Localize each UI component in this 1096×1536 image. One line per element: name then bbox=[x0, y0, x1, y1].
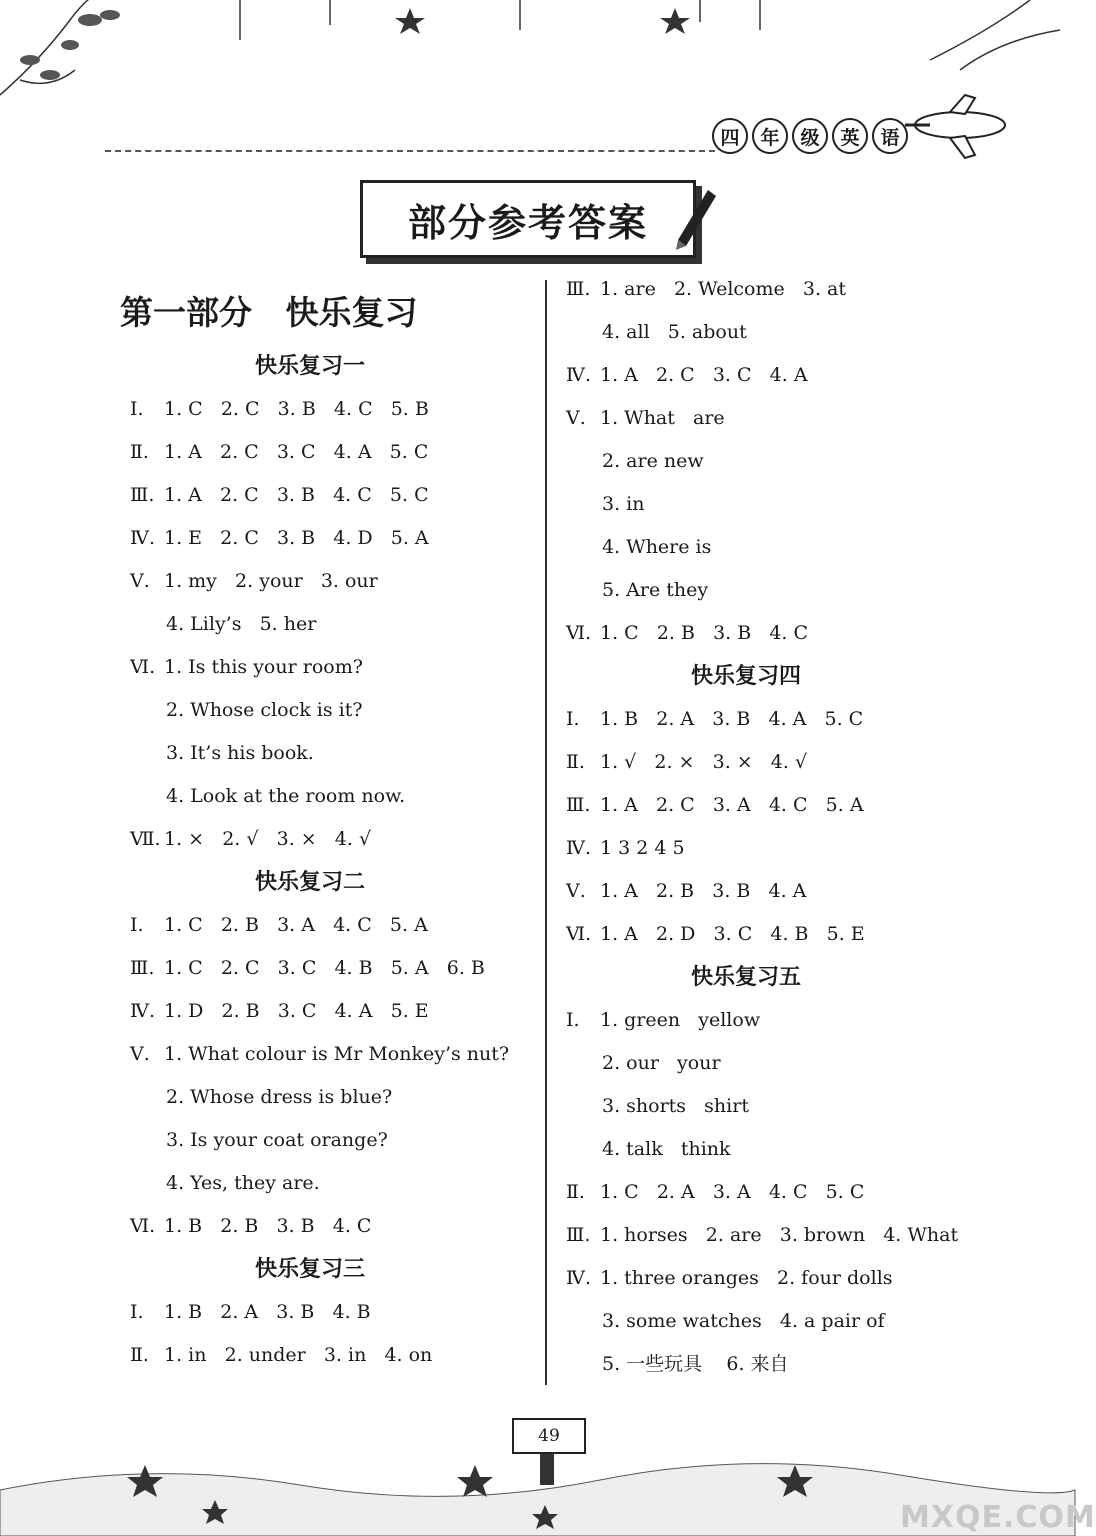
grade-subject-badges bbox=[712, 118, 908, 154]
answer-text: 1. C 2. B 3. A 4. C 5. A bbox=[164, 914, 428, 936]
grade-badge: 语 bbox=[872, 118, 908, 154]
answer-line bbox=[566, 999, 986, 1042]
answer-text: 1. B 2. B 3. B 4. C bbox=[164, 1215, 372, 1237]
left-column bbox=[130, 345, 550, 1377]
answer-line bbox=[130, 431, 550, 474]
question-number: Ⅱ. bbox=[566, 1181, 585, 1203]
answer-line bbox=[130, 947, 550, 990]
answer-line bbox=[566, 311, 986, 354]
answer-line bbox=[566, 1343, 986, 1386]
section-heading: 快乐复习一 bbox=[255, 354, 366, 379]
question-number: Ⅰ. bbox=[566, 1009, 580, 1031]
answer-text: 1. E 2. C 3. B 4. D 5. A bbox=[164, 527, 429, 549]
question-number: Ⅰ. bbox=[130, 914, 144, 936]
answer-text: 1. What colour is Mr Monkey’s nut? bbox=[164, 1043, 510, 1065]
answer-line bbox=[130, 689, 550, 732]
grade-badge: 年 bbox=[752, 118, 788, 154]
answer-line bbox=[130, 775, 550, 818]
section-heading: 快乐复习二 bbox=[255, 870, 366, 895]
question-number: Ⅶ. bbox=[130, 828, 161, 850]
answer-line bbox=[566, 698, 986, 741]
question-number: Ⅳ. bbox=[566, 1267, 592, 1289]
question-number: Ⅱ. bbox=[566, 751, 585, 773]
question-number: Ⅴ. bbox=[566, 407, 586, 429]
answer-line bbox=[130, 603, 550, 646]
answer-text: 1. are 2. Welcome 3. at bbox=[600, 278, 846, 300]
part-title: 第一部分 快乐复习 bbox=[120, 293, 418, 332]
answer-text: 1. C 2. B 3. B 4. C bbox=[600, 622, 809, 644]
header-decoration bbox=[0, 0, 1075, 170]
answer-text: 2. Whose dress is blue? bbox=[166, 1086, 393, 1108]
grade-badge: 级 bbox=[792, 118, 828, 154]
answer-line bbox=[130, 1162, 550, 1205]
answer-line bbox=[130, 560, 550, 603]
answer-line bbox=[566, 612, 986, 655]
answer-text: 1. A 2. B 3. B 4. A bbox=[600, 880, 807, 902]
answer-text: 1. in 2. under 3. in 4. on bbox=[164, 1344, 433, 1366]
answer-text: 4. all 5. about bbox=[602, 321, 747, 343]
question-number: Ⅲ. bbox=[566, 278, 591, 300]
answer-text: 5. Are they bbox=[602, 579, 709, 601]
answer-text: 4. Lily’s 5. her bbox=[166, 613, 317, 635]
answer-text: 4. talk think bbox=[602, 1138, 731, 1160]
section-heading: 快乐复习四 bbox=[691, 664, 802, 689]
watermark: MXQE.COM bbox=[900, 1500, 1096, 1535]
answer-line bbox=[566, 397, 986, 440]
answer-text: 3. Is your coat orange? bbox=[166, 1129, 388, 1151]
answer-text: 1. my 2. your 3. our bbox=[164, 570, 378, 592]
question-number: Ⅵ. bbox=[130, 656, 156, 678]
page-title: 部分参考答案 bbox=[360, 180, 696, 258]
question-number: Ⅵ. bbox=[566, 622, 592, 644]
question-number: Ⅳ. bbox=[566, 364, 592, 386]
answer-text: 3. It’s his book. bbox=[166, 742, 314, 764]
answer-line bbox=[130, 1076, 550, 1119]
answer-text: 1. B 2. A 3. B 4. A 5. C bbox=[600, 708, 864, 730]
answer-line bbox=[566, 1257, 986, 1300]
question-number: Ⅴ. bbox=[566, 880, 586, 902]
answer-text: 3. some watches 4. a pair of bbox=[602, 1310, 885, 1332]
answer-text: 1. B 2. A 3. B 4. B bbox=[164, 1301, 371, 1323]
answer-text: 1. D 2. B 3. C 4. A 5. E bbox=[164, 1000, 429, 1022]
answer-line bbox=[566, 784, 986, 827]
question-number: Ⅳ. bbox=[130, 1000, 156, 1022]
answer-text: 1. horses 2. are 3. brown 4. What bbox=[600, 1224, 959, 1246]
answer-line bbox=[566, 741, 986, 784]
answer-line bbox=[566, 569, 986, 612]
section-heading: 快乐复习五 bbox=[691, 965, 802, 990]
answer-text: 1. √ 2. × 3. × 4. √ bbox=[600, 751, 808, 773]
answer-text: 1. What are bbox=[600, 407, 725, 429]
answer-line bbox=[566, 268, 986, 311]
answer-text: 1. A 2. C 3. B 4. C 5. C bbox=[164, 484, 429, 506]
answer-text: 4. Yes, they are. bbox=[166, 1172, 320, 1194]
right-column bbox=[566, 268, 986, 1386]
answer-line bbox=[130, 732, 550, 775]
answer-line bbox=[130, 1119, 550, 1162]
question-number: Ⅵ. bbox=[566, 923, 592, 945]
answer-line bbox=[130, 388, 550, 431]
answer-line bbox=[130, 1334, 550, 1377]
answer-line bbox=[130, 1291, 550, 1334]
answer-line bbox=[566, 354, 986, 397]
answer-text: 1. C 2. C 3. B 4. C 5. B bbox=[164, 398, 429, 420]
page-number: 49 bbox=[512, 1418, 586, 1454]
section-heading: 快乐复习三 bbox=[255, 1257, 366, 1282]
answer-line bbox=[130, 990, 550, 1033]
answer-text: 1. A 2. C 3. A 4. C 5. A bbox=[600, 794, 864, 816]
grade-badge: 英 bbox=[832, 118, 868, 154]
answer-text: 1. A 2. D 3. C 4. B 5. E bbox=[600, 923, 865, 945]
question-number: Ⅲ. bbox=[130, 484, 155, 506]
header-rule bbox=[105, 150, 715, 152]
answer-text: 4. Look at the room now. bbox=[166, 785, 406, 807]
answer-line bbox=[566, 1128, 986, 1171]
answer-text: 2. Whose clock is it? bbox=[166, 699, 363, 721]
question-number: Ⅰ. bbox=[130, 1301, 144, 1323]
answer-text: 2. our your bbox=[602, 1052, 721, 1074]
answer-line bbox=[566, 440, 986, 483]
answer-text: 5. 一些玩具 6. 来自 bbox=[602, 1353, 789, 1375]
answer-line bbox=[566, 1171, 986, 1214]
answer-line bbox=[130, 1205, 550, 1248]
answer-line bbox=[566, 1085, 986, 1128]
pencil-icon bbox=[668, 180, 718, 250]
answer-line bbox=[130, 517, 550, 560]
question-number: Ⅰ. bbox=[130, 398, 144, 420]
answer-text: 4. Where is bbox=[602, 536, 712, 558]
question-number: Ⅳ. bbox=[566, 837, 592, 859]
question-number: Ⅴ. bbox=[130, 1043, 150, 1065]
question-number: Ⅲ. bbox=[566, 794, 591, 816]
question-number: Ⅰ. bbox=[566, 708, 580, 730]
question-number: Ⅳ. bbox=[130, 527, 156, 549]
answer-line bbox=[566, 1214, 986, 1257]
answer-line bbox=[566, 526, 986, 569]
question-number: Ⅱ. bbox=[130, 441, 149, 463]
question-number: Ⅴ. bbox=[130, 570, 150, 592]
answer-line bbox=[566, 827, 986, 870]
answer-line bbox=[566, 1300, 986, 1343]
answer-text: 3. shorts shirt bbox=[602, 1095, 749, 1117]
answer-line bbox=[130, 904, 550, 947]
grade-badge: 四 bbox=[712, 118, 748, 154]
answer-text: 1. green yellow bbox=[600, 1009, 761, 1031]
answer-line bbox=[130, 646, 550, 689]
answer-line bbox=[130, 1033, 550, 1076]
answer-line bbox=[566, 483, 986, 526]
answer-text: 1. × 2. √ 3. × 4. √ bbox=[164, 828, 372, 850]
answer-text: 2. are new bbox=[602, 450, 704, 472]
answer-text: 3. in bbox=[602, 493, 645, 515]
answer-text: 1. A 2. C 3. C 4. A 5. C bbox=[164, 441, 429, 463]
answer-line bbox=[566, 913, 986, 956]
question-number: Ⅲ. bbox=[566, 1224, 591, 1246]
question-number: Ⅱ. bbox=[130, 1344, 149, 1366]
question-number: Ⅵ. bbox=[130, 1215, 156, 1237]
answer-line bbox=[130, 474, 550, 517]
answer-line bbox=[566, 870, 986, 913]
answer-line bbox=[130, 818, 550, 861]
answer-text: 1. C 2. A 3. A 4. C 5. C bbox=[600, 1181, 865, 1203]
question-number: Ⅲ. bbox=[130, 957, 155, 979]
answer-text: 1. three oranges 2. four dolls bbox=[600, 1267, 893, 1289]
answer-text: 1. C 2. C 3. C 4. B 5. A 6. B bbox=[164, 957, 485, 979]
answer-line bbox=[566, 1042, 986, 1085]
answer-text: 1. Is this your room? bbox=[164, 656, 363, 678]
answer-text: 1 3 2 4 5 bbox=[600, 837, 685, 859]
answer-text: 1. A 2. C 3. C 4. A bbox=[600, 364, 808, 386]
